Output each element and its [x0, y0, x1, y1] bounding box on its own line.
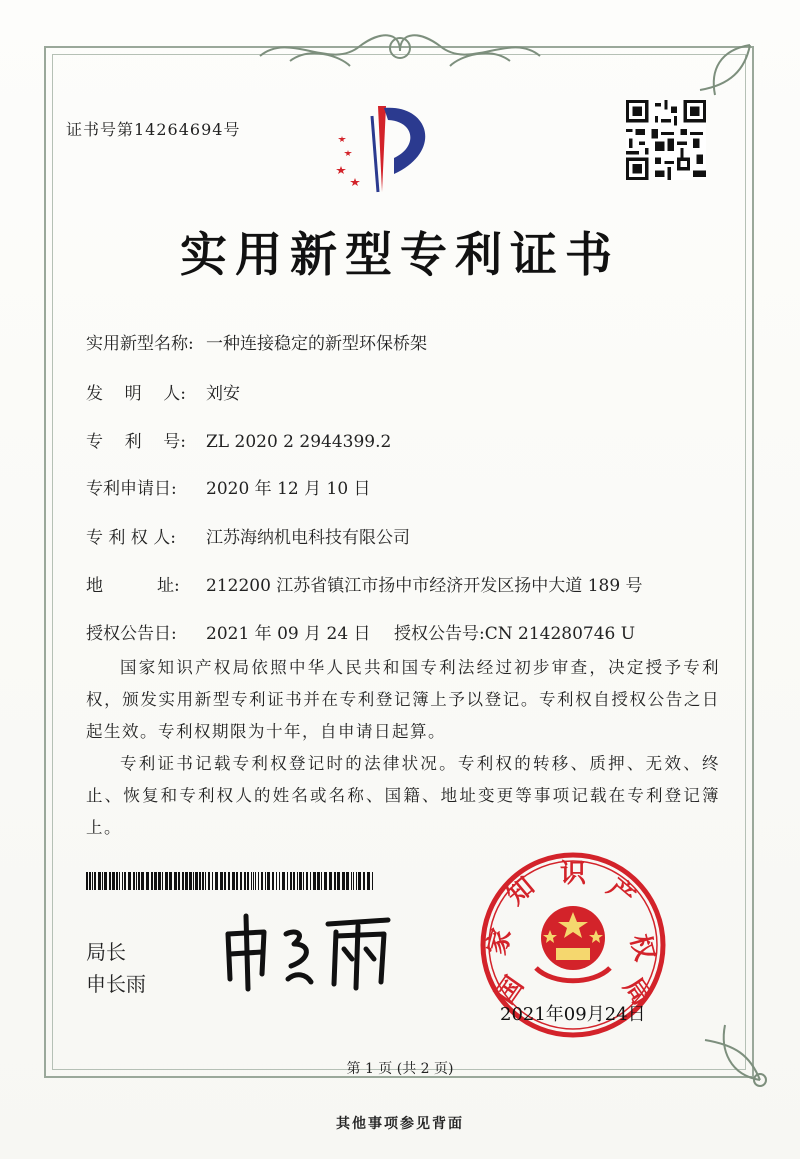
field-value: 刘安	[206, 384, 240, 404]
field-label: 授权公告号:	[394, 624, 485, 644]
corner-ornament-bottom-right-icon	[690, 1010, 770, 1090]
seal-date: 2021年09月24日	[500, 1004, 646, 1025]
page-number: 第 1 页 (共 2 页)	[346, 1061, 454, 1077]
svg-text:家: 家	[481, 925, 518, 959]
paragraph-grant-statement: 国家知识产权局依照中华人民共和国专利法经过初步审查，决定授予专利权，颁发实用新型专利证书并在专利登记簿上予以登记。专利权自授权公告之日起生效。专利权期限为十年，自申请日起算。	[86, 658, 720, 741]
field-value: CN 214280746 U	[484, 624, 636, 644]
svg-text:知: 知	[501, 871, 541, 912]
field-value: ZL 2020 2 2944399.2	[206, 432, 392, 452]
svg-text:局: 局	[617, 972, 657, 1012]
field-value: 一种连接稳定的新型环保桥架	[206, 334, 427, 354]
field-label: 专利申请日:	[86, 479, 177, 499]
svg-text:权: 权	[623, 931, 660, 965]
field-label: 专 利 权 人:	[86, 528, 176, 548]
field-label: 授权公告日:	[86, 624, 177, 644]
field-value: 2020 年 12 月 10 日	[206, 479, 371, 499]
seal-text-char: 国	[490, 971, 530, 1010]
field-value: 212200 江苏省镇江市扬中市经济开发区扬中大道 189 号	[206, 576, 643, 596]
field-row-name	[86, 329, 427, 354]
field-value: 2021 年 09 月 24 日	[206, 624, 371, 644]
field-row-grant-date	[86, 619, 371, 644]
certificate-title: 实用新型专利证书	[180, 228, 620, 283]
paragraph-legal-status: 专利证书记载专利权登记时的法律状况。专利权的转移、质押、无效、终止、恢复和专利权人的姓名或名称、国籍、地址变更等事项记载在专利登记簿上。	[86, 754, 720, 837]
field-label: 实用新型名称:	[86, 334, 194, 354]
qr-code-icon	[626, 100, 706, 180]
field-row-address	[86, 571, 643, 596]
top-ornament-icon	[250, 26, 550, 76]
field-label: 发 明 人:	[86, 384, 186, 404]
svg-text:识: 识	[560, 859, 587, 889]
certificate-number: 证书号第14264694号	[66, 120, 241, 139]
director-name: 申长雨	[86, 972, 146, 996]
barcode-icon	[86, 872, 376, 890]
field-row-patentee	[86, 523, 410, 548]
patent-office-logo-icon	[334, 96, 442, 196]
director-signature-icon	[216, 904, 396, 994]
director-title: 局长	[86, 940, 126, 964]
field-label: 地 址:	[86, 576, 180, 596]
field-row-inventor	[86, 379, 240, 404]
field-row-application-date	[86, 474, 371, 499]
field-label: 专 利 号:	[86, 432, 186, 452]
footer-note: 其他事项参见背面	[336, 1116, 464, 1132]
svg-text:产: 产	[601, 872, 641, 913]
field-value: 江苏海纳机电科技有限公司	[206, 528, 410, 548]
field-row-patent-number	[86, 427, 391, 452]
field-row-announcement-number	[394, 619, 635, 644]
